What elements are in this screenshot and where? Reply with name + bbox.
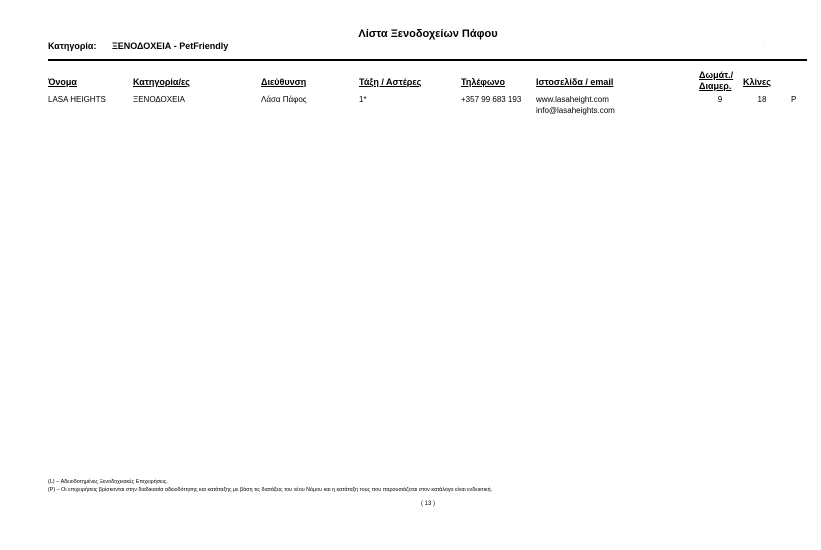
footnote-l: (L) – Αδειοδοτημένες Ξενοδοχειακές Επιχειρήσεις.	[48, 479, 168, 485]
cell-beds: 18	[757, 95, 767, 104]
cell-address: Λάσα Πάφος	[261, 95, 307, 104]
cell-name: LASA HEIGHTS	[48, 95, 106, 104]
column-header-phone: Τηλέφωνο	[461, 77, 505, 87]
cell-category: ΞΕΝΟΔΟΧΕΙΑ	[133, 95, 185, 104]
cell-rooms: 9	[717, 95, 723, 104]
cell-status: P	[791, 95, 797, 104]
cell-class: 1*	[359, 95, 367, 104]
cell-phone: +357 99 683 193	[461, 95, 522, 104]
cell-website: www.lasaheight.com	[536, 95, 609, 104]
category-value: ΞΕΝΟΔΟΧΕΙΑ - PetFriendly	[112, 41, 229, 51]
page-title: Λίστα Ξενοδοχείων Πάφου	[358, 28, 498, 40]
column-header-rooms: Δωμάτ./ Διαμερ.	[699, 70, 734, 91]
corner-mark: .	[763, 40, 765, 46]
category-label: Κατηγορία:	[48, 41, 97, 51]
cell-email: info@lasaheights.com	[536, 106, 615, 115]
page-number: ( 13 )	[420, 501, 435, 507]
column-header-beds: Κλίνες	[743, 77, 771, 87]
column-header-address: Διεύθυνση	[261, 77, 307, 87]
column-header-class: Τάξη / Αστέρες	[359, 77, 422, 87]
footnote-p: (P) – Οι επιχειρήσεις βρίσκονται στην διαδικασία αδειοδότησης και κατάταξης με βάση τις διατάξεις του νέου Νόμου και η κατάταξη τους που παρουσιάζεται στον κατάλογο είναι ενδεικτική.	[48, 487, 493, 493]
column-header-name: Όνομα	[48, 77, 77, 87]
column-header-category: Κατηγορία/ες	[133, 77, 190, 87]
column-header-web: Ιστοσελίδα / email	[536, 77, 614, 87]
header-divider	[48, 59, 807, 61]
